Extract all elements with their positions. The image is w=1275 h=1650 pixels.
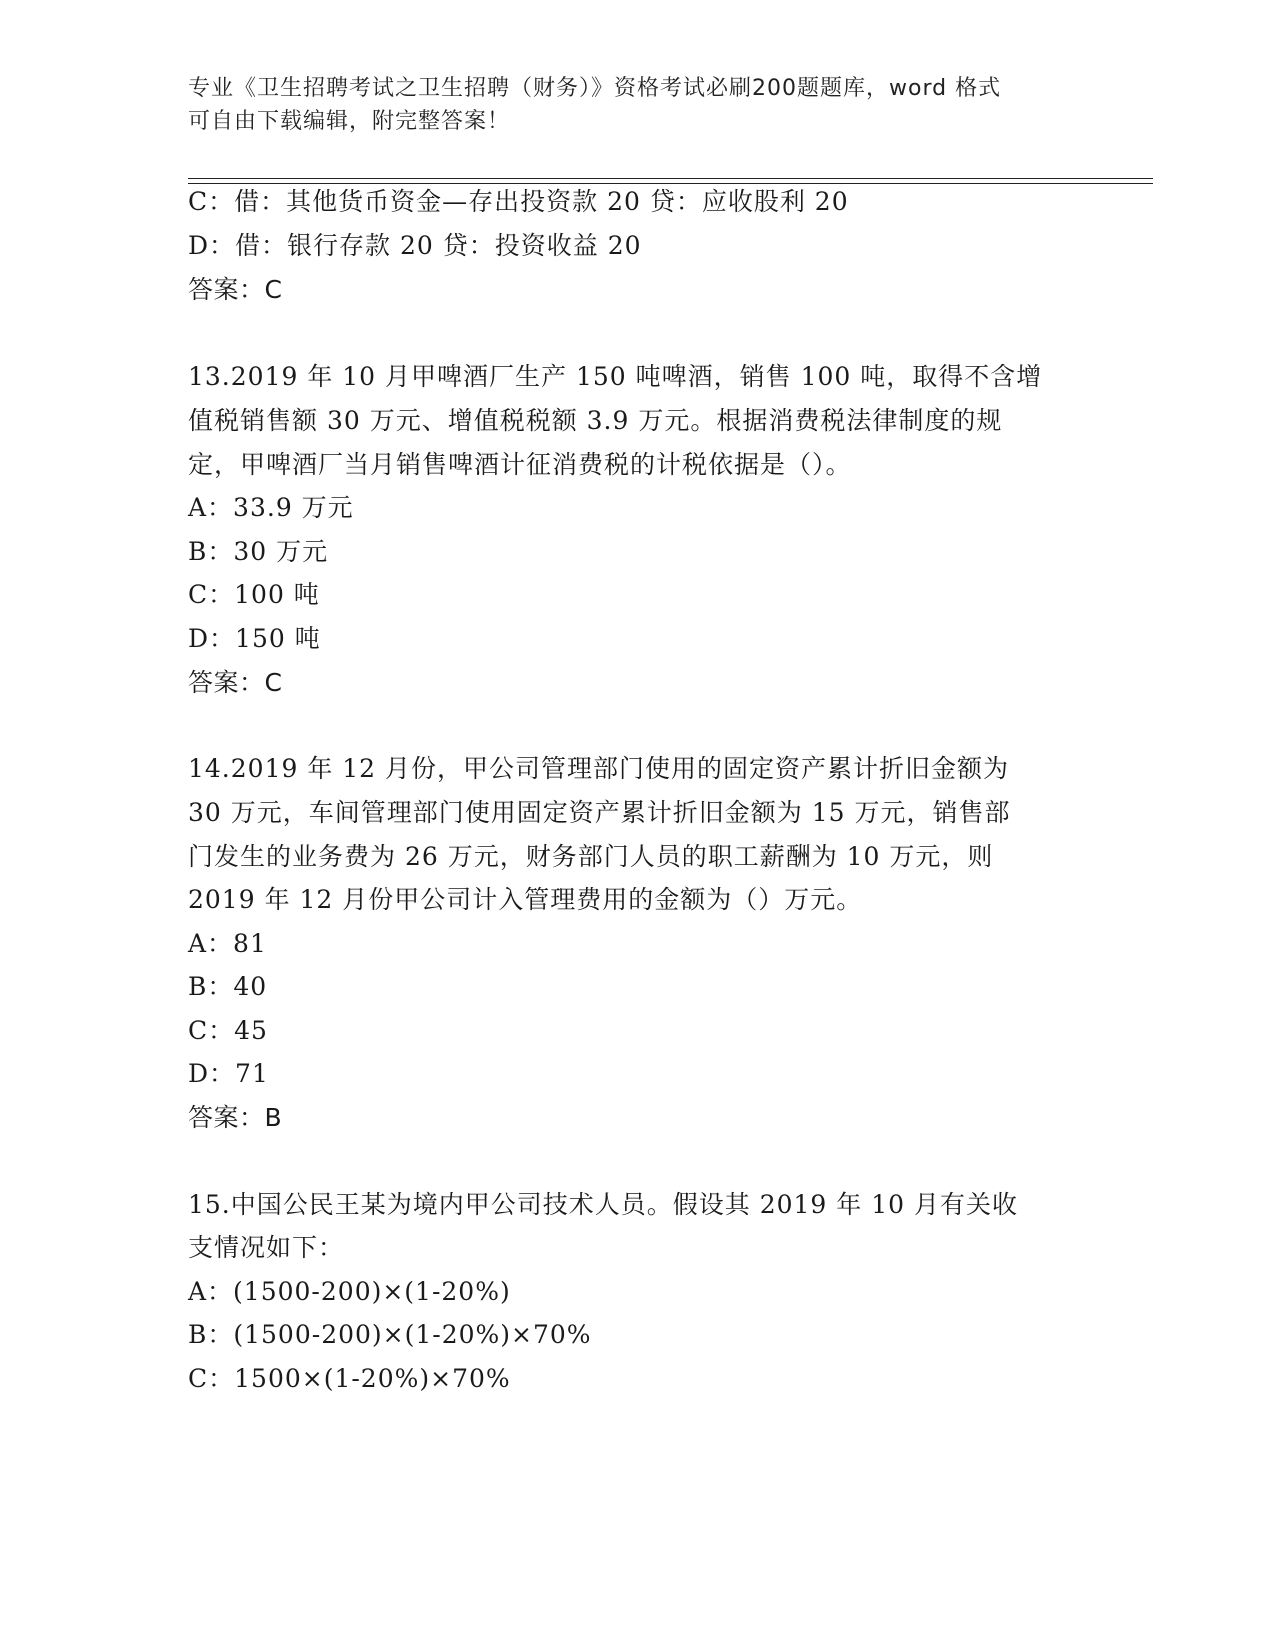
document-header bbox=[188, 72, 1088, 138]
q14-option-a: A：81 bbox=[188, 929, 267, 958]
q13-option-c: C：100 吨 bbox=[188, 580, 320, 609]
q15-stem-line-1: 15.中国公民王某为境内甲公司技术人员。假设其 2019 年 10 月有关收 bbox=[188, 1190, 1018, 1219]
header-title-line-2: 可自由下载编辑，附完整答案！ bbox=[188, 109, 511, 134]
q15-option-c: C：1500×(1-20%)×70% bbox=[188, 1364, 511, 1393]
q14-stem-line-1: 14.2019 年 12 月份，甲公司管理部门使用的固定资产累计折旧金额为 bbox=[188, 754, 1010, 783]
q15-stem-line-2: 支情况如下： bbox=[188, 1233, 345, 1262]
header-divider-top bbox=[188, 178, 1153, 179]
header-divider-bottom bbox=[188, 183, 1153, 184]
q13-option-b: B：30 万元 bbox=[188, 537, 329, 566]
q14-answer: 答案：B bbox=[188, 1103, 283, 1132]
q13-option-d: D：150 吨 bbox=[188, 624, 321, 653]
prev-answer: 答案：C bbox=[188, 275, 283, 304]
q13-answer: 答案：C bbox=[188, 668, 283, 697]
q13-stem-line-1: 13.2019 年 10 月甲啤酒厂生产 150 吨啤酒，销售 100 吨，取得不含增 bbox=[188, 362, 1043, 391]
q14-stem-line-3: 门发生的业务费为 26 万元，财务部门人员的职工薪酬为 10 万元，则 bbox=[188, 842, 994, 871]
q14-stem-line-2: 30 万元，车间管理部门使用固定资产累计折旧金额为 15 万元，销售部 bbox=[188, 798, 1011, 827]
q14-option-b: B：40 bbox=[188, 972, 268, 1001]
prev-option-c: C：借：其他货币资金—存出投资款 20 贷：应收股利 20 bbox=[188, 187, 849, 216]
q14-stem-line-4: 2019 年 12 月份甲公司计入管理费用的金额为（）万元。 bbox=[188, 885, 863, 914]
header-title-line-1: 专业《卫生招聘考试之卫生招聘（财务）》资格考试必刷200题题库，word 格式 bbox=[188, 76, 1002, 101]
q15-option-b: B：(1500-200)×(1-20%)×70% bbox=[188, 1320, 592, 1349]
q13-stem-line-2: 值税销售额 30 万元、增值税税额 3.9 万元。根据消费税法律制度的规 bbox=[188, 406, 1003, 435]
q15-option-a: A：(1500-200)×(1-20%) bbox=[188, 1277, 511, 1306]
q14-option-c: C：45 bbox=[188, 1016, 268, 1045]
q13-stem-line-3: 定，甲啤酒厂当月销售啤酒计征消费税的计税依据是（）。 bbox=[188, 450, 852, 479]
q14-option-d: D：71 bbox=[188, 1059, 269, 1088]
q13-option-a: A：33.9 万元 bbox=[188, 493, 354, 522]
prev-option-d: D：借：银行存款 20 贷：投资收益 20 bbox=[188, 231, 642, 260]
